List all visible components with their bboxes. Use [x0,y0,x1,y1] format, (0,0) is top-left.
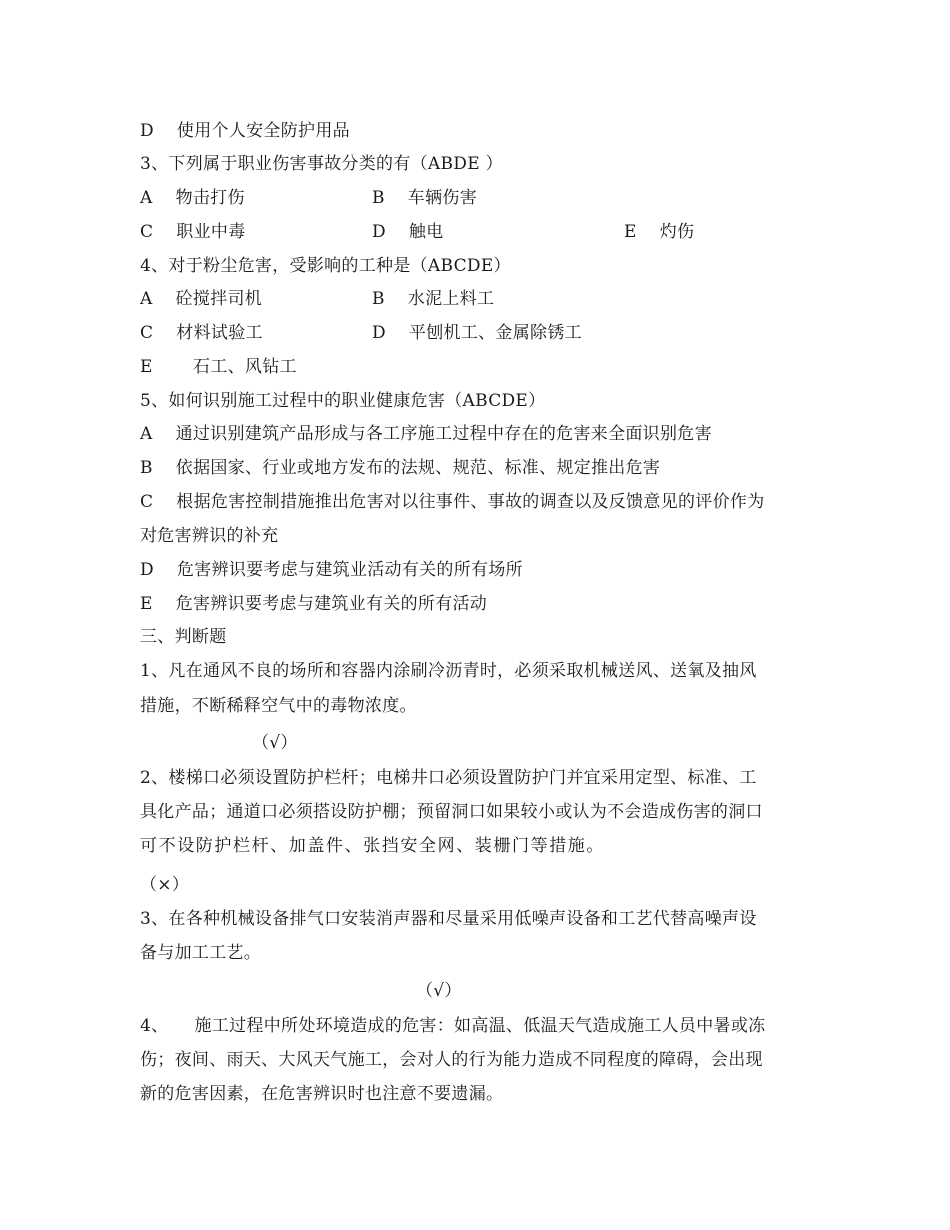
q4-question: 4、对于粉尘危害，受影响的工种是（ABCDE） [140,256,511,276]
j3-answer: （√） [416,981,462,1001]
j3-line2: 备与加工工艺。 [140,943,262,963]
q3-option-b: B 车辆伤害 [372,188,477,208]
j2-line1: 2、楼梯口必须设置防护栏杆；电梯井口必须设置防护门并宜采用定型、标准、工 [140,768,757,788]
q5-question: 5、如何识别施工过程中的职业健康危害（ABCDE） [140,391,546,411]
q3-option-c: C 职业中毒 [140,222,246,242]
q5-option-e: E 危害辨识要考虑与建筑业有关的所有活动 [140,594,488,614]
j1-line1: 1、凡在通风不良的场所和容器内涂刷冷沥青时，必须采取机械送风、送氧及抽风 [140,661,757,681]
j2-answer: （×） [140,875,190,895]
j4-line1: 4、 施工过程中所处环境造成的危害：如高温、低温天气造成施工人员中暑或冻 [140,1016,766,1036]
q4-option-a: A 砼搅拌司机 [140,289,263,309]
j4-line2: 伤；夜间、雨天、大风天气施工，会对人的行为能力造成不同程度的障碍，会出现 [140,1050,763,1070]
q5-option-c-line1: C 根据危害控制措施推出危害对以往事件、事故的调查以及反馈意见的评价作为 [140,492,765,512]
j1-answer: （√） [252,733,298,753]
q4-options-row2 [140,321,840,345]
q4-option-d: D 平刨机工、金属除锈工 [372,323,582,343]
j2-line2: 具化产品；通道口必须搭设防护棚；预留洞口如果较小或认为不会造成伤害的洞口 [140,802,763,822]
q3-option-d: D 触电 [372,222,444,242]
q3-question: 3、下列属于职业伤害事故分类的有（ABDE ） [140,154,503,174]
q5-option-b: B 依据国家、行业或地方发布的法规、规范、标准、规定推出危害 [140,458,661,478]
q4-option-c: C 材料试验工 [140,323,263,343]
q5-option-c-line2: 对危害辨识的补充 [140,526,279,546]
q4-option-b: B 水泥上料工 [372,289,495,309]
j2-line3: 可不设防护栏杆、加盖件、张挡安全网、装栅门等措施。 [140,836,605,856]
q4-options-row1 [140,287,840,311]
q3-option-a: A 物击打伤 [140,188,245,208]
j1-line2: 措施，不断稀释空气中的毒物浓度。 [140,696,417,716]
q5-option-d: D 危害辨识要考虑与建筑业活动有关的所有场所 [140,560,523,580]
q3-options-row2 [140,220,840,244]
j4-line3: 新的危害因素，在危害辨识时也注意不要遗漏。 [140,1084,504,1104]
j3-line1: 3、在各种机械设备排气口安装消声器和尽量采用低噪声设备和工艺代替高噪声设 [140,909,757,929]
q3-options-row1 [140,186,840,210]
q5-option-a: A 通过识别建筑产品形成与各工序施工过程中存在的危害来全面识别危害 [140,424,712,444]
q3-option-e: E 灼伤 [624,222,695,242]
section-title-judgement: 三、判断题 [140,627,227,647]
q2-option-d: D 使用个人安全防护用品 [140,121,350,141]
q4-option-e: E 石工、风钻工 [140,357,297,377]
